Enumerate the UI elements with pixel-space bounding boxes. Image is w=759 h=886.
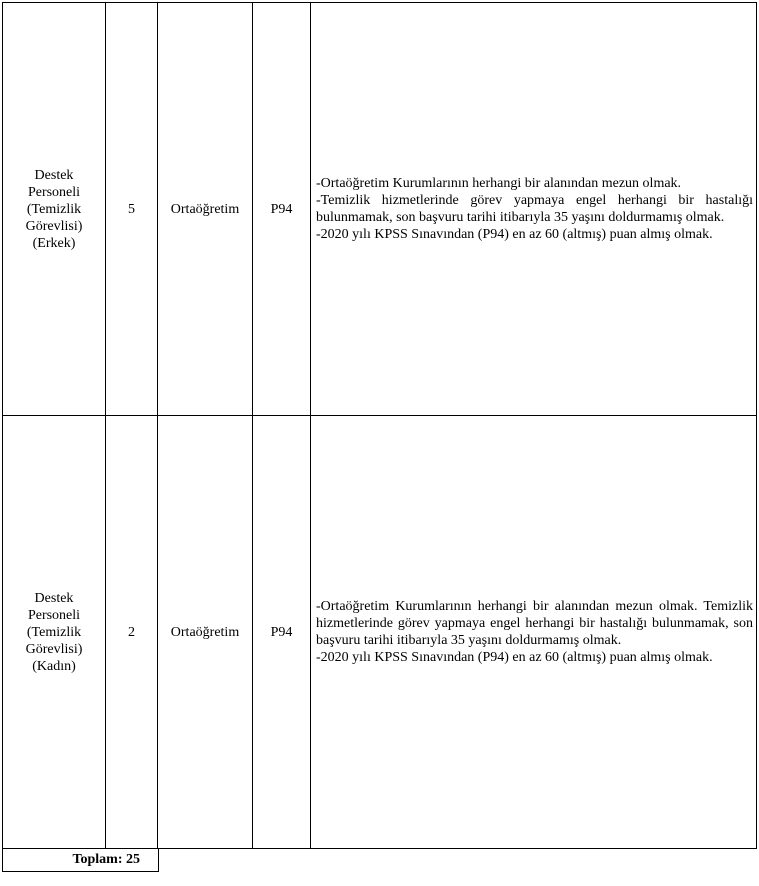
position-cell (3, 3, 106, 416)
position-line: Personeli (27, 184, 81, 200)
position-line: (Kadın) (32, 658, 76, 674)
education-cell: Ortaöğretim (158, 3, 253, 416)
total-row (3, 849, 159, 872)
position-line: Destek (34, 167, 74, 183)
position-line: Görevlisi) (25, 218, 83, 234)
score-type-cell: P94 (253, 3, 311, 416)
requirements-cell (311, 416, 757, 849)
score-type-cell: P94 (253, 416, 311, 849)
table-row (3, 3, 757, 416)
count-cell: 5 (106, 3, 158, 416)
table-row (3, 416, 757, 849)
total-table (2, 848, 159, 872)
position-line: Personeli (27, 607, 81, 623)
requirement-text: -Ortaöğretim Kurumlarının herhangi bir alanından mezun olmak. (316, 176, 682, 191)
position-line: Görevlisi) (25, 641, 83, 657)
position-line: Destek (34, 590, 74, 606)
position-line: (Erkek) (32, 235, 76, 251)
requirement-text: -Temizlik hizmetlerinde görev yapmaya engel herhangi bir hastalığı bulunmamak, son başvuru tarihi itibarıyla 35 yaşını doldurmamış olmak. (316, 193, 753, 225)
positions-table (2, 2, 757, 849)
requirements-cell (311, 3, 757, 416)
requirement-text: -2020 yılı KPSS Sınavından (P94) en az 60 (altmış) puan almış olmak. (316, 227, 713, 242)
education-cell: Ortaöğretim (158, 416, 253, 849)
requirement-text: -Ortaöğretim Kurumlarının herhangi bir alanından mezun olmak. Temizlik hizmetlerinde görev yapmaya engel herhangi bir hastalığı bulunmamak, son başvuru tarihi itibarıyla 35 yaşını doldurmamış olmak. (316, 599, 753, 648)
total-cell: Toplam: 25 (3, 849, 159, 872)
position-cell (3, 416, 106, 849)
position-line: (Temizlik (26, 624, 82, 640)
requirement-text: -2020 yılı KPSS Sınavından (P94) en az 60 (altmış) puan almış olmak. (316, 650, 713, 665)
position-line: (Temizlik (26, 201, 82, 217)
count-cell: 2 (106, 416, 158, 849)
